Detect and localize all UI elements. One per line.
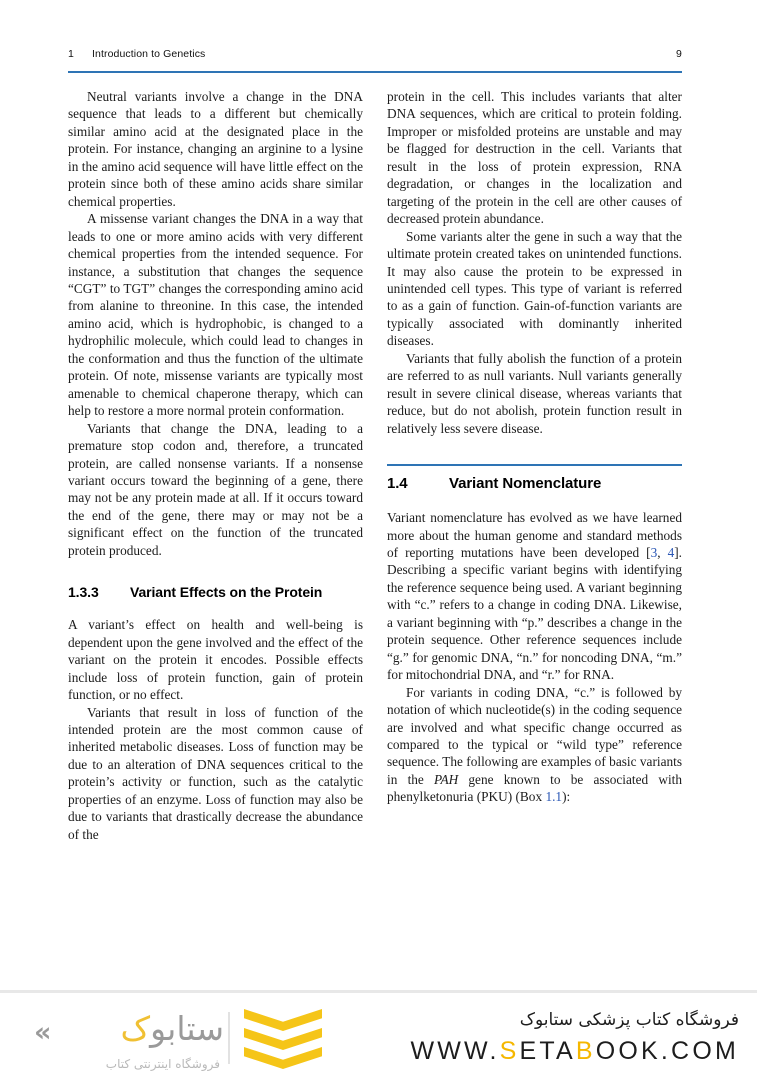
paragraph-text: ]. Describing a specific variant begins with identifying the reference sequence being used. A variant beginning with “c.” refers to a change in coding DNA. Likewise, a variant beginning with “p.” describes a change in the protein sequence. Other reference sequences include “g.” for genomic DNA, “n.” for noncoding DNA, “m.” for mitochondrial DNA, and “r.” for RNA.	[387, 544, 682, 683]
citation-separator: ,	[657, 544, 668, 560]
logo-tagline: فروشگاه اینترنتی کتاب	[105, 1057, 220, 1071]
chevron-icon	[244, 1009, 322, 1031]
section-number: 1.3.3	[68, 584, 99, 601]
setabook-logo	[34, 1005, 224, 1071]
header-rule	[68, 71, 682, 73]
paragraph: Neutral variants involve a change in the DNA sequence that leads to a different but chemically similar amino acid at the designated place in the protein. For instance, changing an arginine to a lysine in the amino acid sequence will have little effect on the protein since both of these amino acids share similar chemical properties.	[68, 89, 363, 209]
paragraph: Variants that fully abolish the function of a protein are referred to as null variants. Null variants generally result in severe clinical disease, whereas variants that reduce, but do not abolish, protein function result in relatively less severe disease.	[387, 350, 682, 436]
right-column	[387, 88, 682, 968]
logo-divider	[228, 1012, 230, 1064]
left-column	[68, 88, 363, 968]
chevron-icon	[244, 1047, 322, 1069]
section-heading-1-4-block	[387, 464, 682, 492]
running-head	[68, 48, 682, 70]
section-number: 1.4	[387, 475, 408, 493]
paragraph: protein in the cell. This includes variants that alter DNA sequences, which are critical to protein folding. Improper or misfolded proteins are unstable and may be flagged for destruction in the cell. Variants that result in the loss of protein expression, RNA degradation, or changes in the localization and targeting of the protein in the cell are other causes of decreased protein abundance.	[387, 89, 682, 227]
url-accent-s: S	[499, 1037, 520, 1065]
chapter-title: Introduction to Genetics	[92, 48, 206, 60]
watermark-url[interactable]	[410, 1037, 739, 1066]
watermark-logo-area	[0, 993, 340, 1083]
section-heading-1-3-3	[68, 584, 363, 600]
paragraph: Some variants alter the gene in such a way that the ultimate protein created takes on unintended functions. It may also cause the protein to be expressed in unintended cell types. This type of variant is referred to as a gain of function. Gain-of-function variants are typically associated with dominantly inherited diseases.	[387, 228, 682, 349]
paragraph-text: ):	[562, 789, 571, 805]
section-rule	[387, 464, 682, 466]
chevron-stack-icon	[244, 1007, 322, 1069]
url-accent-b: B	[575, 1037, 596, 1065]
paragraph-with-citations	[387, 509, 682, 684]
citation-link-3[interactable]: 3	[650, 544, 658, 560]
watermark-banner	[0, 990, 757, 1083]
page-number: 9	[676, 48, 682, 60]
paragraph-text: gene known to be associated with phenylketonuria (PKU) (Box	[387, 771, 682, 805]
watermark-tagline-fa: فروشگاه کتاب پزشکی ستابوک	[519, 1010, 739, 1030]
paragraph: A missense variant changes the DNA in a way that leads to one or more amino acids with very different chemical properties from the intended sequence. For instance, a substitution that changes the sequence “CGT” to TGT” changes the corresponding amino acid from alanine to threonine. In this case, the intended amino acid, which is hydrophobic, is changed to a hydrophilic molecule, which could lead to changes in the conformation and thus the function of the ultimate protein. Of note, missense variants are typically most amenable to chemical chaperone therapy, which can help to restore a more normal protein conformation.	[68, 211, 363, 419]
section-title: Variant Effects on the Protein	[130, 584, 323, 601]
double-chevron-icon: «	[34, 1017, 52, 1048]
section-title: Variant Nomenclature	[449, 475, 602, 493]
paragraph-text: Variant nomenclature has evolved as we have learned more about the human genome and standard methods of reporting mutations have been developed [	[387, 510, 682, 560]
box-reference-link[interactable]: 1.1	[545, 789, 563, 805]
chapter-number: 1	[68, 48, 74, 60]
url-suffix: OOK.COM	[595, 1037, 739, 1065]
gene-name: PAH	[434, 771, 459, 787]
watermark-text-area	[340, 993, 757, 1083]
paragraph-text: For variants in coding DNA, “c.” is followed by notation of which nucleotide(s) in the coding sequence are involved and what specific change occurred as compared to the typical or “wild type” reference sequence. The following are examples of basic variants in the	[387, 684, 682, 787]
paragraph: Variants that result in loss of function of the intended protein are the most common cause of inherited metabolic diseases. Loss of function may be due to an alteration of DNA sequences critical to the protein’s activity or function, such as the catalytic properties of an enzyme. Loss of function may also be due to variants that drastically decrease the abundance of the	[68, 704, 363, 842]
paragraph: A variant’s effect on health and well-being is dependent upon the gene involved and the effect of the variant on the protein it encodes. Possible effects include loss of protein function, gain of protein function, or no effect.	[68, 617, 363, 703]
citation-link-4[interactable]: 4	[667, 544, 675, 560]
chevron-icon	[244, 1028, 322, 1050]
url-prefix: WWW.	[410, 1037, 500, 1065]
body-columns	[68, 88, 682, 968]
logo-wordmark	[40, 1007, 224, 1051]
section-heading-1-4	[387, 475, 682, 492]
paragraph: Variants that change the DNA, leading to a premature stop codon and, therefore, a truncated protein, are called nonsense variants. If a nonsense variant occurs toward the beginning of a gene, there may not be any protein made at all. If it occurs toward the end of the gene, there may or may not be a significant effect on the function of the truncated protein produced.	[68, 420, 363, 558]
logo-wordmark-text: ستابو	[150, 1009, 224, 1048]
paragraph-with-box-ref	[387, 684, 682, 806]
logo-wordmark-accent: ک	[120, 1009, 151, 1048]
url-eta: ETA	[519, 1037, 576, 1065]
